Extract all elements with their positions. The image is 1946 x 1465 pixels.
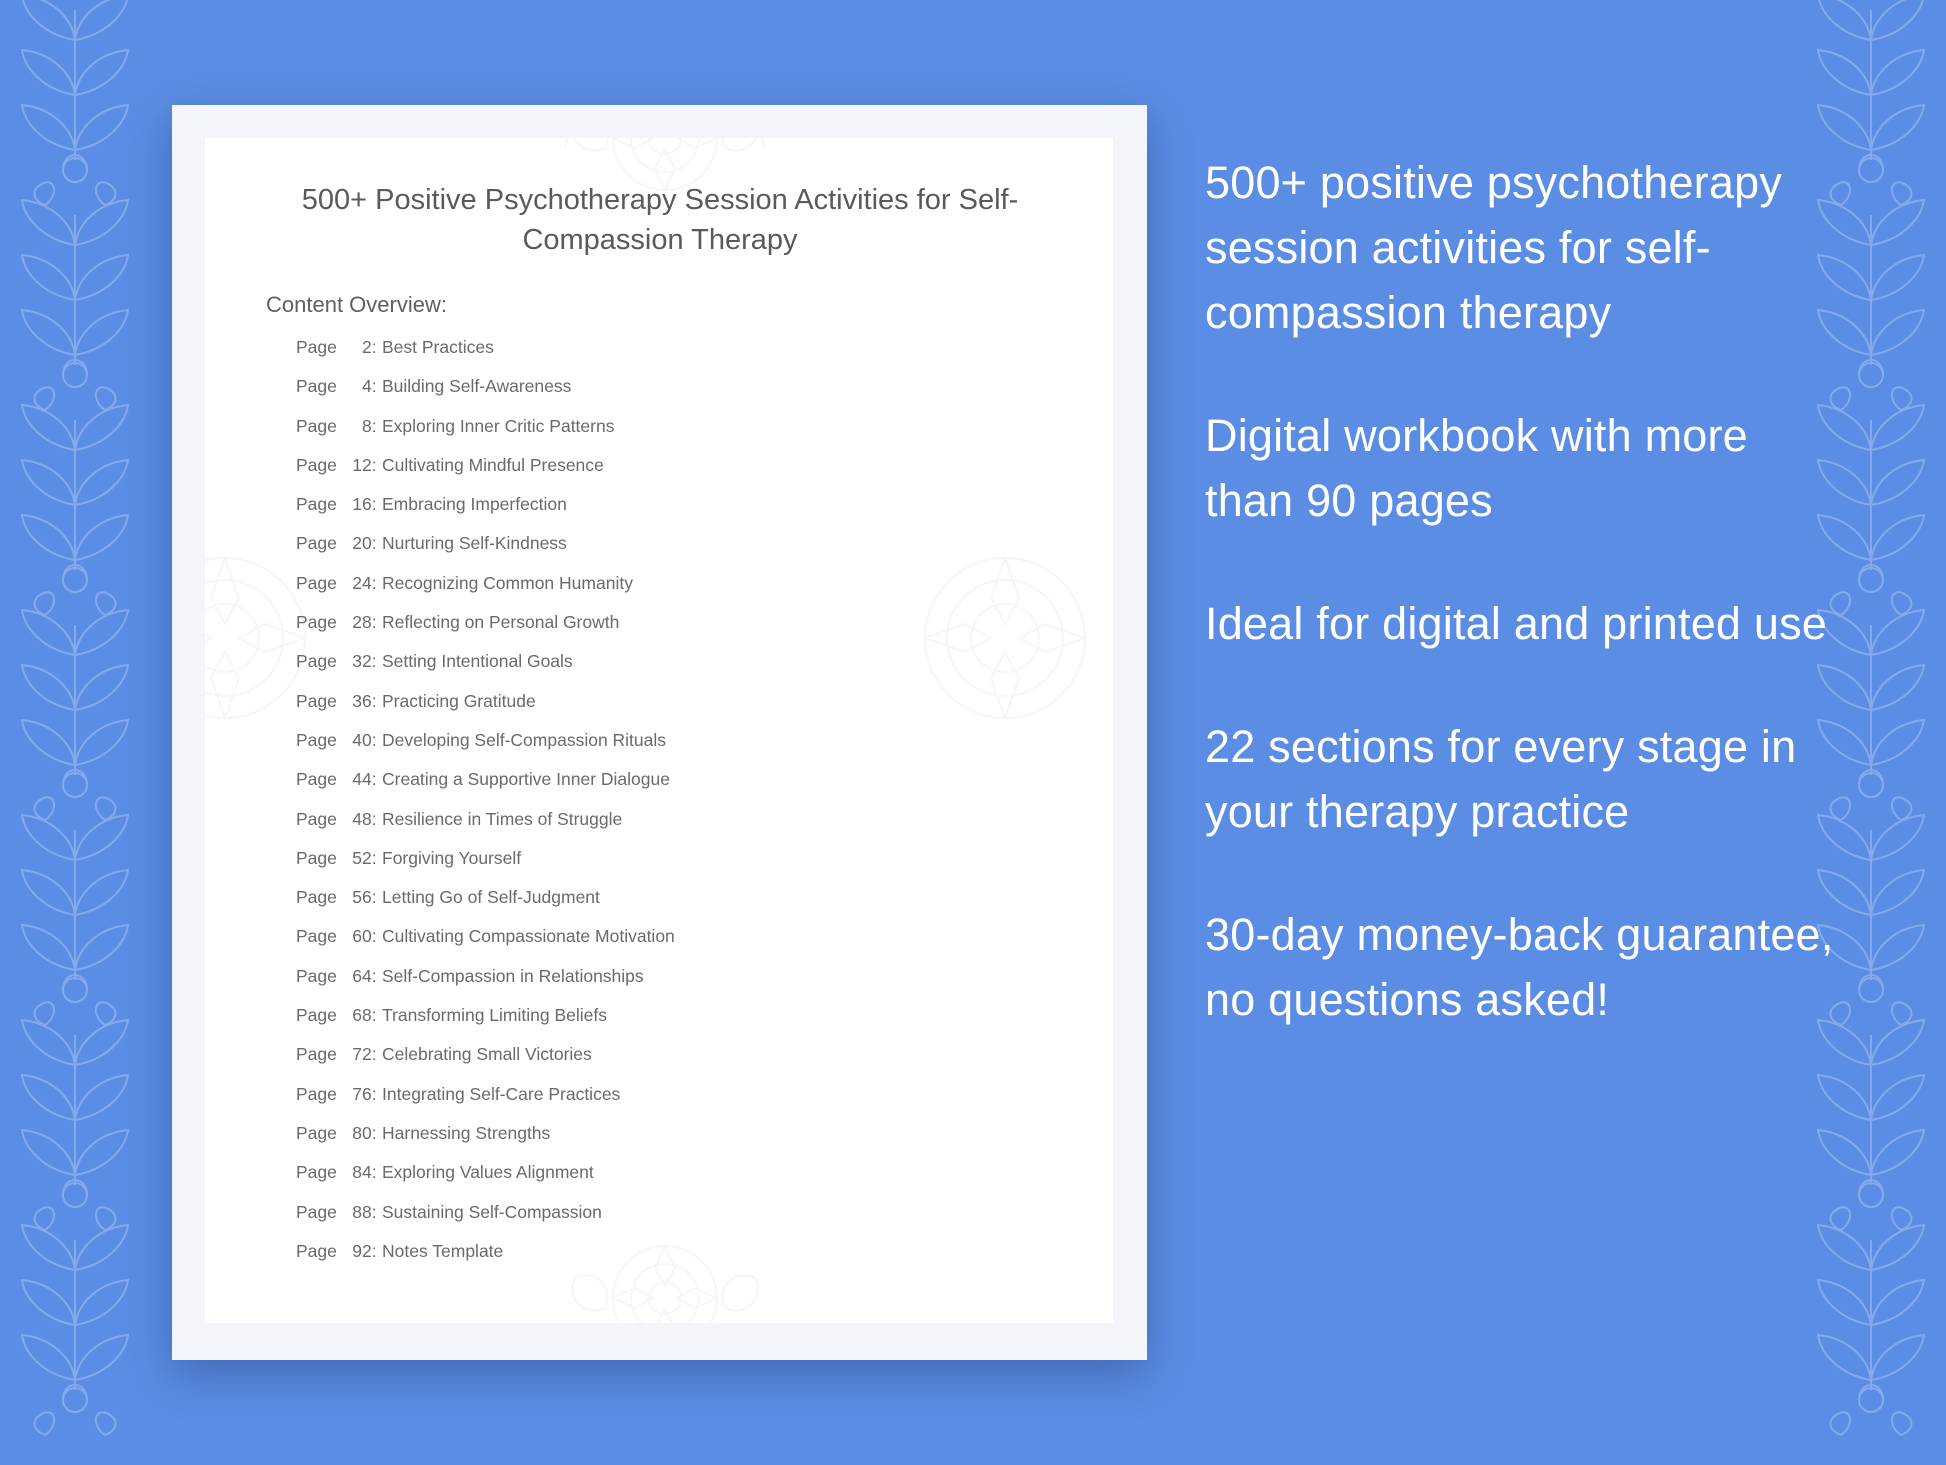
toc-page-number: Page 8: bbox=[296, 415, 377, 436]
toc-row bbox=[296, 337, 1056, 376]
toc-entry-title: Nurturing Self-Kindness bbox=[382, 533, 567, 554]
toc-page-number: Page 2: bbox=[296, 337, 377, 357]
toc-page-num-value: 76 bbox=[352, 1083, 372, 1104]
toc-page-number: Page 4: bbox=[296, 376, 377, 397]
toc-entry-title: Setting Intentional Goals bbox=[382, 651, 573, 672]
toc-entry-title: Harnessing Strengths bbox=[382, 1122, 551, 1143]
toc-entry-title: Celebrating Small Victories bbox=[382, 1044, 592, 1065]
toc-entry-title: Self-Compassion in Relationships bbox=[382, 965, 644, 986]
toc-page-num-value: 68 bbox=[352, 1005, 372, 1026]
toc-page-number: Page 56: bbox=[296, 887, 377, 908]
toc-page-num-value: 28 bbox=[352, 612, 372, 633]
toc-row bbox=[296, 1241, 1056, 1280]
toc-page-num-value: 48 bbox=[352, 808, 372, 829]
toc-page-number: Page 24: bbox=[296, 572, 377, 593]
toc-entry-title: Integrating Self-Care Practices bbox=[382, 1083, 621, 1104]
toc-page-num-value: 2 bbox=[362, 337, 372, 357]
toc-page-number: Page 44: bbox=[296, 769, 377, 790]
toc-row bbox=[296, 573, 1056, 612]
toc-page-num-value: 64 bbox=[352, 965, 372, 986]
toc-entry-title: Developing Self-Compassion Rituals bbox=[382, 729, 667, 750]
toc-page-number: Page 68: bbox=[296, 1005, 377, 1026]
toc-page-number: Page 12: bbox=[296, 454, 377, 475]
toc-entry-title: Cultivating Compassionate Motivation bbox=[382, 926, 675, 947]
toc-page-num-value: 8 bbox=[362, 415, 372, 436]
marketing-bullet: 500+ positive psychotherapy session activities for self-compassion therapy bbox=[1205, 157, 1783, 338]
toc-page-num-value: 24 bbox=[352, 572, 372, 593]
toc-row bbox=[296, 1084, 1056, 1123]
marketing-bullet: 22 sections for every stage in your therapy practice bbox=[1205, 721, 1797, 837]
toc-row bbox=[296, 1202, 1056, 1241]
toc-page-num-value: 52 bbox=[352, 847, 372, 868]
toc-page-num-value: 40 bbox=[352, 729, 372, 750]
toc-row bbox=[296, 1005, 1056, 1044]
toc-row bbox=[296, 887, 1056, 926]
toc-page-num-value: 32 bbox=[352, 651, 372, 672]
toc-page-number: Page 92: bbox=[296, 1240, 377, 1261]
toc-entry-title: Cultivating Mindful Presence bbox=[382, 454, 604, 475]
toc-row bbox=[296, 730, 1056, 769]
toc-row bbox=[296, 455, 1056, 494]
toc-entry-title: Reflecting on Personal Growth bbox=[382, 612, 620, 633]
toc-page-number: Page 20: bbox=[296, 533, 377, 554]
table-of-contents bbox=[296, 337, 1056, 1280]
toc-row bbox=[296, 809, 1056, 848]
toc-entry-title: Sustaining Self-Compassion bbox=[382, 1201, 602, 1222]
toc-entry-title: Creating a Supportive Inner Dialogue bbox=[382, 769, 670, 790]
toc-row bbox=[296, 691, 1056, 730]
toc-row bbox=[296, 533, 1056, 572]
toc-row bbox=[296, 416, 1056, 455]
toc-entry-title: Forgiving Yourself bbox=[382, 847, 522, 868]
toc-page-num-value: 84 bbox=[352, 1162, 372, 1183]
toc-entry-title: Resilience in Times of Struggle bbox=[382, 808, 623, 829]
toc-page-num-value: 56 bbox=[352, 887, 372, 908]
toc-page-num-value: 92 bbox=[352, 1240, 372, 1261]
toc-page-number: Page 48: bbox=[296, 808, 377, 829]
toc-row bbox=[296, 376, 1056, 415]
toc-row bbox=[296, 651, 1056, 690]
toc-page-num-value: 44 bbox=[352, 769, 372, 790]
toc-row bbox=[296, 1162, 1056, 1201]
toc-entry-title: Letting Go of Self-Judgment bbox=[382, 887, 600, 908]
toc-page-number: Page 36: bbox=[296, 690, 377, 711]
toc-row bbox=[296, 926, 1056, 965]
toc-entry-title: Exploring Values Alignment bbox=[382, 1162, 594, 1183]
toc-entry-title: Embracing Imperfection bbox=[382, 494, 567, 515]
toc-page-number: Page 32: bbox=[296, 651, 377, 672]
toc-page-num-value: 12 bbox=[352, 454, 372, 475]
floral-border-left-icon bbox=[0, 0, 150, 1460]
toc-entry-title: Exploring Inner Critic Patterns bbox=[382, 415, 615, 436]
toc-page-number: Page 28: bbox=[296, 612, 377, 633]
toc-row bbox=[296, 966, 1056, 1005]
toc-entry-title: Transforming Limiting Beliefs bbox=[382, 1005, 607, 1026]
toc-entry-title: Building Self-Awareness bbox=[382, 376, 572, 397]
toc-page-num-value: 80 bbox=[352, 1122, 372, 1143]
toc-page-num-value: 4 bbox=[362, 376, 372, 397]
toc-page-num-value: 60 bbox=[352, 926, 372, 947]
toc-entry-title: Best Practices bbox=[382, 337, 494, 357]
toc-page-number: Page 88: bbox=[296, 1201, 377, 1222]
toc-page-number: Page 40: bbox=[296, 729, 377, 750]
toc-row bbox=[296, 612, 1056, 651]
toc-row bbox=[296, 848, 1056, 887]
toc-page-number: Page 76: bbox=[296, 1083, 377, 1104]
toc-page-number: Page 16: bbox=[296, 494, 377, 515]
toc-entry-title: Notes Template bbox=[382, 1240, 504, 1261]
marketing-bullet: 30-day money-back guarantee, no questions asked! bbox=[1205, 909, 1834, 1025]
toc-page-num-value: 88 bbox=[352, 1201, 372, 1222]
toc-row bbox=[296, 494, 1056, 533]
toc-entry-title: Recognizing Common Humanity bbox=[382, 572, 633, 593]
toc-page-num-value: 20 bbox=[352, 533, 372, 554]
toc-entry-title: Practicing Gratitude bbox=[382, 690, 536, 711]
toc-page-number: Page 84: bbox=[296, 1162, 377, 1183]
toc-row bbox=[296, 1044, 1056, 1083]
marketing-bullet: Digital workbook with more than 90 pages bbox=[1205, 410, 1748, 526]
toc-row bbox=[296, 769, 1056, 808]
toc-page-number: Page 80: bbox=[296, 1122, 377, 1143]
toc-row bbox=[296, 1123, 1056, 1162]
toc-page-num-value: 16 bbox=[352, 494, 372, 515]
toc-page-number: Page 52: bbox=[296, 847, 377, 868]
page-title: 500+ Positive Psychotherapy Session Activities for Self-Compassion Therapy bbox=[301, 184, 1019, 256]
marketing-bullet: Ideal for digital and printed use bbox=[1205, 598, 1828, 649]
toc-page-num-value: 72 bbox=[352, 1044, 372, 1065]
toc-page-num-value: 36 bbox=[352, 690, 372, 711]
marketing-bullet-list bbox=[1205, 150, 1845, 1032]
toc-page-number: Page 60: bbox=[296, 926, 377, 947]
toc-page-number: Page 72: bbox=[296, 1044, 377, 1065]
toc-page-number: Page 64: bbox=[296, 965, 377, 986]
content-overview-label: Content Overview: bbox=[266, 292, 447, 317]
